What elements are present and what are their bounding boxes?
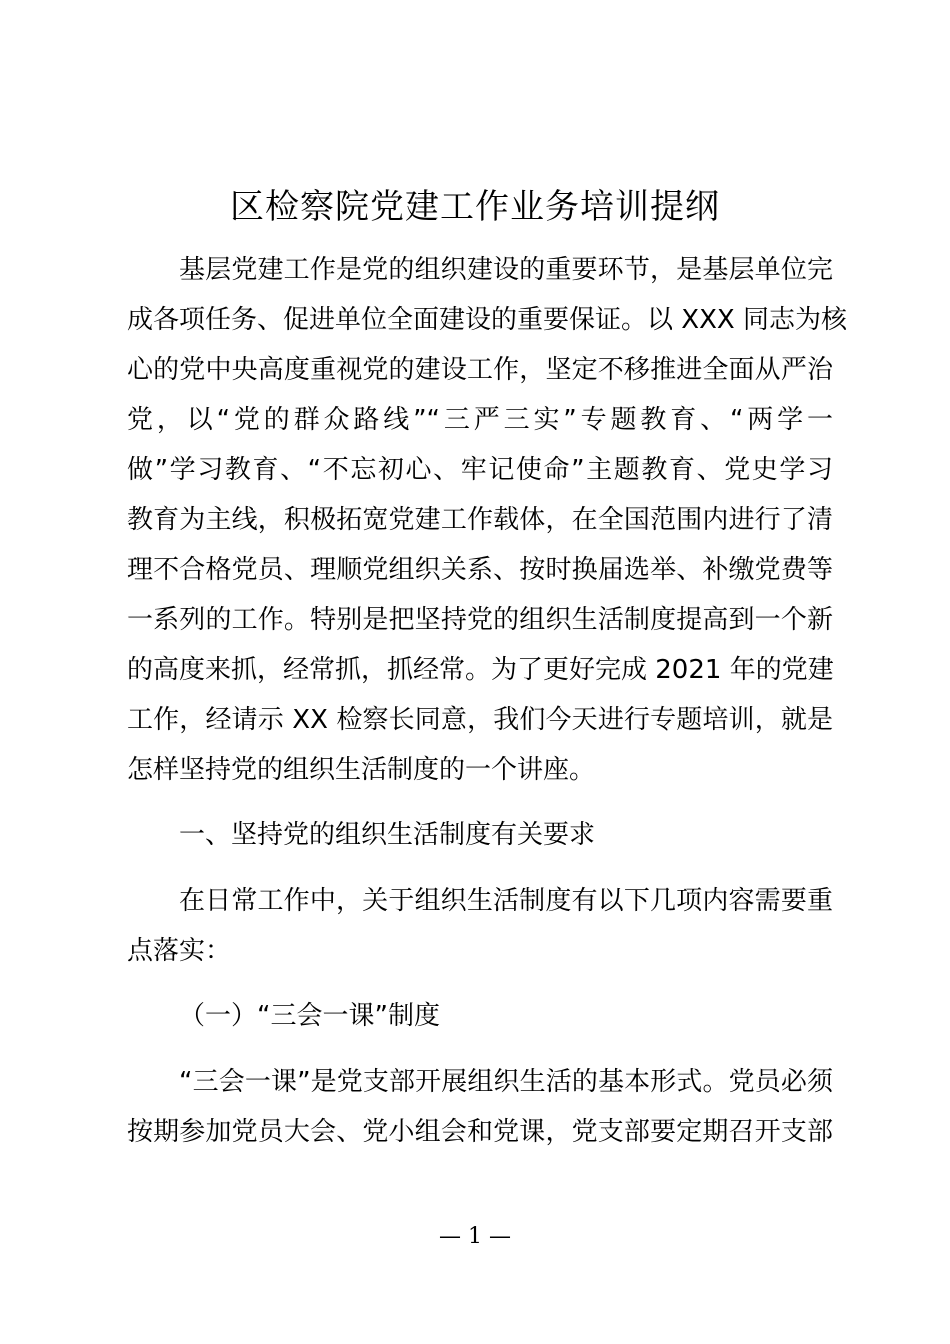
- document-title: 区检察院党建工作业务培训提纲: [230, 187, 720, 227]
- paragraph-line: 做”学习教育、“不忘初心、牢记使命”主题教育、党史学习: [127, 455, 833, 485]
- paragraph-line: 怎样坚持党的组织生活制度的一个讲座。: [127, 755, 596, 785]
- section-heading: 一、坚持党的组织生活制度有关要求: [179, 820, 596, 850]
- paragraph-line: 在日常工作中，关于组织生活制度有以下几项内容需要重: [179, 886, 833, 916]
- paragraph-line: 按期参加党员大会、党小组会和党课，党支部要定期召开支部: [127, 1117, 833, 1147]
- paragraph-line: 的高度来抓，经常抓，抓经常。为了更好完成 2021 年的党建: [127, 655, 834, 685]
- paragraph-line: 工作，经请示 XX 检察长同意，我们今天进行专题培训，就是: [127, 705, 833, 735]
- paragraph-line: 教育为主线，积极拓宽党建工作载体，在全国范围内进行了清: [127, 505, 833, 535]
- paragraph-line: 理不合格党员、理顺党组织关系、按时换届选举、补缴党费等: [127, 555, 833, 585]
- paragraph-line: 成各项任务、促进单位全面建设的重要保证。以 XXX 同志为核: [127, 305, 847, 335]
- paragraph-line: 一系列的工作。特别是把坚持党的组织生活制度提高到一个新: [127, 605, 833, 635]
- page-number: — 1 —: [439, 1224, 511, 1249]
- paragraph-line: 基层党建工作是党的组织建设的重要环节，是基层单位完: [179, 255, 833, 285]
- paragraph-line: 点落实：: [127, 936, 232, 966]
- paragraph-line: 心的党中央高度重视党的建设工作，坚定不移推进全面从严治: [127, 355, 833, 385]
- paragraph-line: 党，以“党的群众路线”“三严三实”专题教育、“两学一: [127, 405, 833, 435]
- subsection-heading: （一）“三会一课”制度: [179, 1001, 440, 1031]
- paragraph-line: “三会一课”是党支部开展组织生活的基本形式。党员必须: [179, 1067, 833, 1097]
